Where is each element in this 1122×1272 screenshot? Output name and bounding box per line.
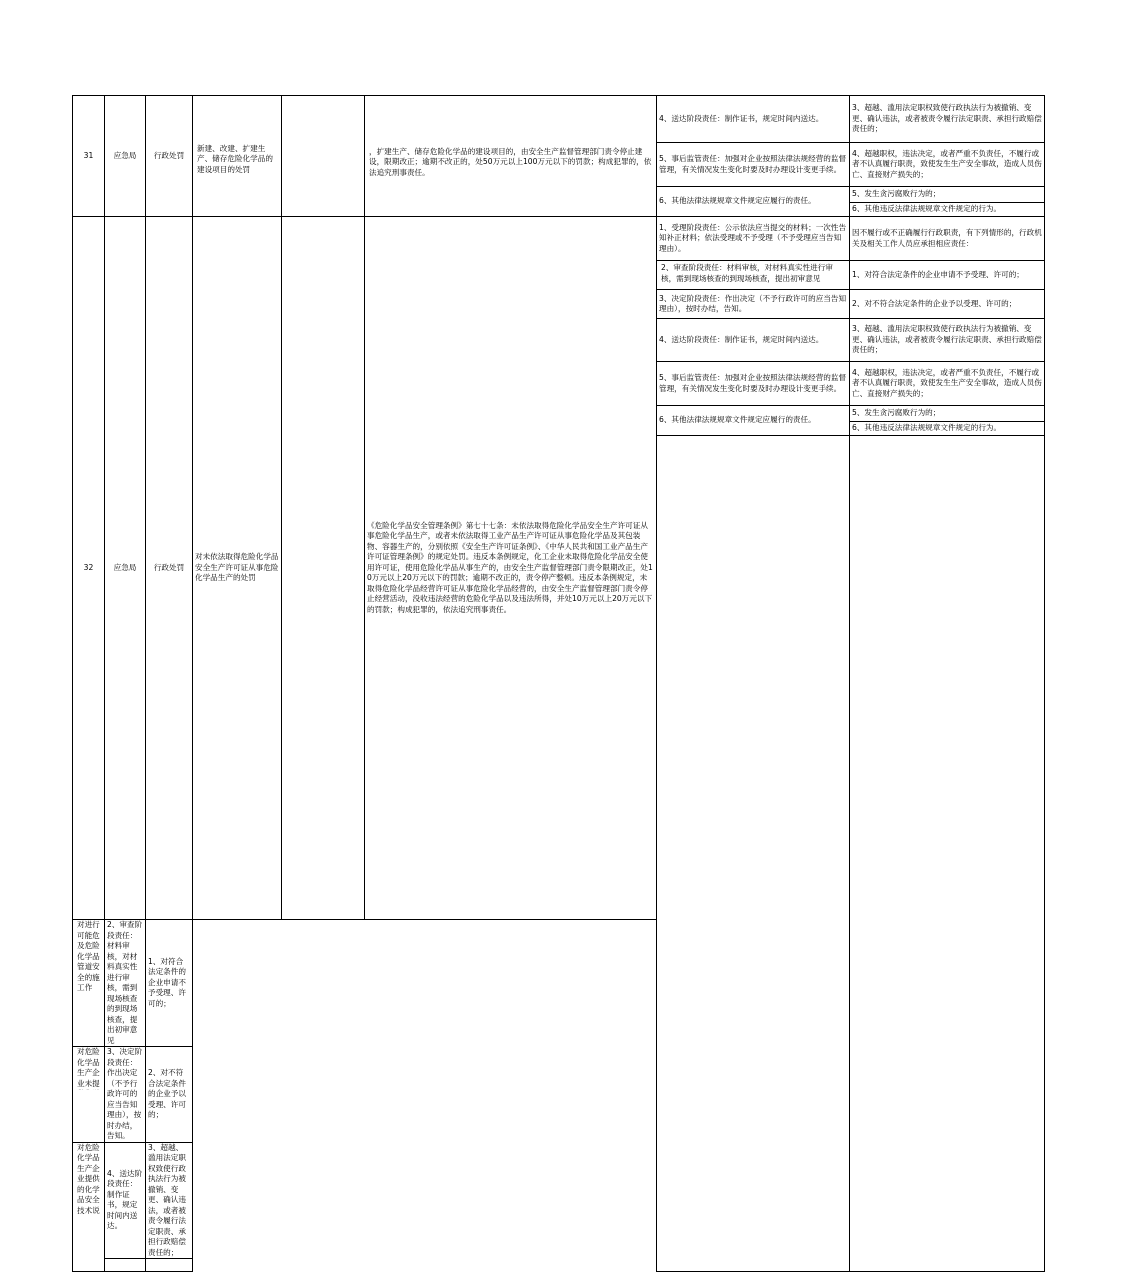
liability-cell: 6、其他违反法律法规规章文件规定的行为。: [850, 422, 1045, 436]
responsibility-cell: 3、决定阶段责任：作出决定（不予行政许可的应当告知理由），按时办结，告知。: [657, 290, 850, 319]
responsibility-cell: 3、决定阶段责任：作出决定（不予行政许可的应当告知理由），按时办结，告知。: [105, 1047, 146, 1143]
liability-cell: 4、超越职权，违法决定，或者严重不负责任，不履行或者不认真履行职责，致使发生生产安全事故，造成人员伤亡、直接财产损失的；: [850, 143, 1045, 187]
subitem-text: 对危险化学品生产企业未提: [77, 1047, 100, 1088]
responsibility-cell: 4、送达阶段责任：制作证书，规定时间内送达。: [657, 96, 850, 143]
liability-cell: 3、超越、滥用法定职权致使行政执法行为被撤销、变更、确认违法，或者被责令履行法定职责、承担行政赔偿责任的；: [146, 1142, 193, 1259]
liability-cell: 5、发生贪污腐败行为的；: [850, 406, 1045, 422]
liability-cell: [146, 1259, 193, 1272]
liability-cell: 3、超越、滥用法定职权致使行政执法行为被撤销、变更、确认违法，或者被责令履行法定职责、承担行政赔偿责任的；: [850, 319, 1045, 362]
responsibility-cell: 6、其他法律法规规章文件规定应履行的责任。: [657, 406, 850, 436]
subitem-cell: [73, 1142, 105, 1272]
responsibility-cell: 2、审查阶段责任：材料审核，对材料真实性进行审核，需到现场核查的到现场核查，提出初审意见: [105, 920, 146, 1047]
responsibility-cell: 4、送达阶段责任：制作证书，规定时间内送达。: [105, 1142, 146, 1259]
liability-cell: 5、发生贪污腐败行为的；: [850, 187, 1045, 203]
table-row: [73, 96, 1045, 143]
responsibility-cell: [657, 261, 850, 290]
responsibility-cell: 5、事后监管责任：加强对企业按照法律法规经营的监督管理，有关情况发生变化时要及时办理设计变更手续。: [657, 143, 850, 187]
responsibility-text: 2、审查阶段责任：材料审核，对材料真实性进行审核，需到现场核查的到现场核查，提出初审意见: [661, 263, 833, 283]
item-cell: [193, 96, 282, 217]
row-number-cell: 32: [73, 217, 105, 920]
type-cell: 行政处罚: [146, 96, 193, 217]
responsibility-cell: 4、送达阶段责任：制作证书，规定时间内送达。: [657, 319, 850, 362]
subitem-cell: [282, 96, 365, 217]
liability-cell: 1、对符合法定条件的企业申请不予受理、许可的；: [146, 920, 193, 1047]
liability-cell: 6、其他违反法律法规规章文件规定的行为。: [850, 203, 1045, 217]
liability-cell: 2、对不符合法定条件的企业予以受理、许可的；: [850, 290, 1045, 319]
subitem-text: 对进行可能危及危险化学品管道安全的施工作: [77, 920, 100, 992]
responsibility-cell: [105, 1259, 146, 1272]
department-cell: 应急局: [105, 217, 146, 920]
responsibility-cell: 6、其他法律法规规章文件规定应履行的责任。: [657, 187, 850, 217]
subitem-text: 对危险化学品生产企业提供的化学品安全技术说: [77, 1142, 100, 1215]
liability-cell: 4、超越职权，违法决定，或者严重不负责任，不履行或者不认真履行职责，致使发生生产安全事故，造成人员伤亡、直接财产损失的；: [850, 362, 1045, 406]
subitem-cell: [282, 217, 365, 920]
basis-cell: [365, 96, 657, 217]
item-text: 新建、改建、扩建生产、储存危险化学品的建设项目的处罚: [197, 143, 273, 174]
liability-cell: 3、超越、滥用法定职权致使行政执法行为被撤销、变更、确认违法，或者被责令履行法定职责、承担行政赔偿责任的；: [850, 96, 1045, 143]
liability-cell: 因不履行或不正确履行行政职责，有下列情形的，行政机关及相关工作人员应承担相应责任：: [850, 217, 1045, 261]
row-number-cell: [657, 436, 850, 1272]
responsibility-cell: 5、事后监管责任：加强对企业按照法律法规经营的监督管理，有关情况发生变化时要及时办理设计变更手续。: [657, 362, 850, 406]
liability-cell: 2、对不符合法定条件的企业予以受理、许可的；: [146, 1047, 193, 1143]
table-row: [73, 217, 1045, 261]
basis-text: ，扩建生产、储存危险化学品的建设项目的，由安全生产监督管理部门责令停止建设，限期改正；逾期不改正的，处50万元以上100万元以下的罚款；构成犯罪的，依法追究刑事责任。: [369, 146, 652, 177]
type-cell: 行政处罚: [146, 217, 193, 920]
item-cell: 对未依法取得危险化学品安全生产许可证从事危险化学品生产的处罚: [193, 217, 282, 920]
department-cell: 应急局: [105, 96, 146, 217]
row-number-cell: 31: [73, 96, 105, 217]
department-cell: [850, 436, 1045, 1272]
responsibility-cell: 1、受理阶段责任：公示依法应当提交的材料；一次性告知补正材料；依法受理或不予受理（不予受理应当告知理由）。: [657, 217, 850, 261]
liability-cell: 1、对符合法定条件的企业申请不予受理、许可的；: [850, 261, 1045, 290]
subitem-cell: [73, 920, 105, 1047]
responsibility-table: [72, 95, 1045, 1272]
subitem-cell: [73, 1047, 105, 1143]
basis-cell: 《危险化学品安全管理条例》第七十七条：未依法取得危险化学品安全生产许可证从事危险化学品生产，或者未依法取得工业产品生产许可证从事危险化学品及其包装物、容器生产的，分别依照《安全生产许可证条例》、《中华人民共和国工业产品生产许可证管理条例》的规定处罚。违反本条例规定，化工企业未取得危险化学品安全使用许可证，使用危险化学品从事生产的，由安全生产监督管理部门责令限期改正，处10万元以上20万元以下的罚款；逾期不改正的，责令停产整顿。违反本条例规定，未取得危险化学品经营许可证从事危险化学品经营的，由安全生产监督管理部门责令停止经营活动，没收违法经营的危险化学品以及违法所得，并处10万元以上20万元以下的罚款；构成犯罪的，依法追究刑事责任。: [365, 217, 657, 920]
